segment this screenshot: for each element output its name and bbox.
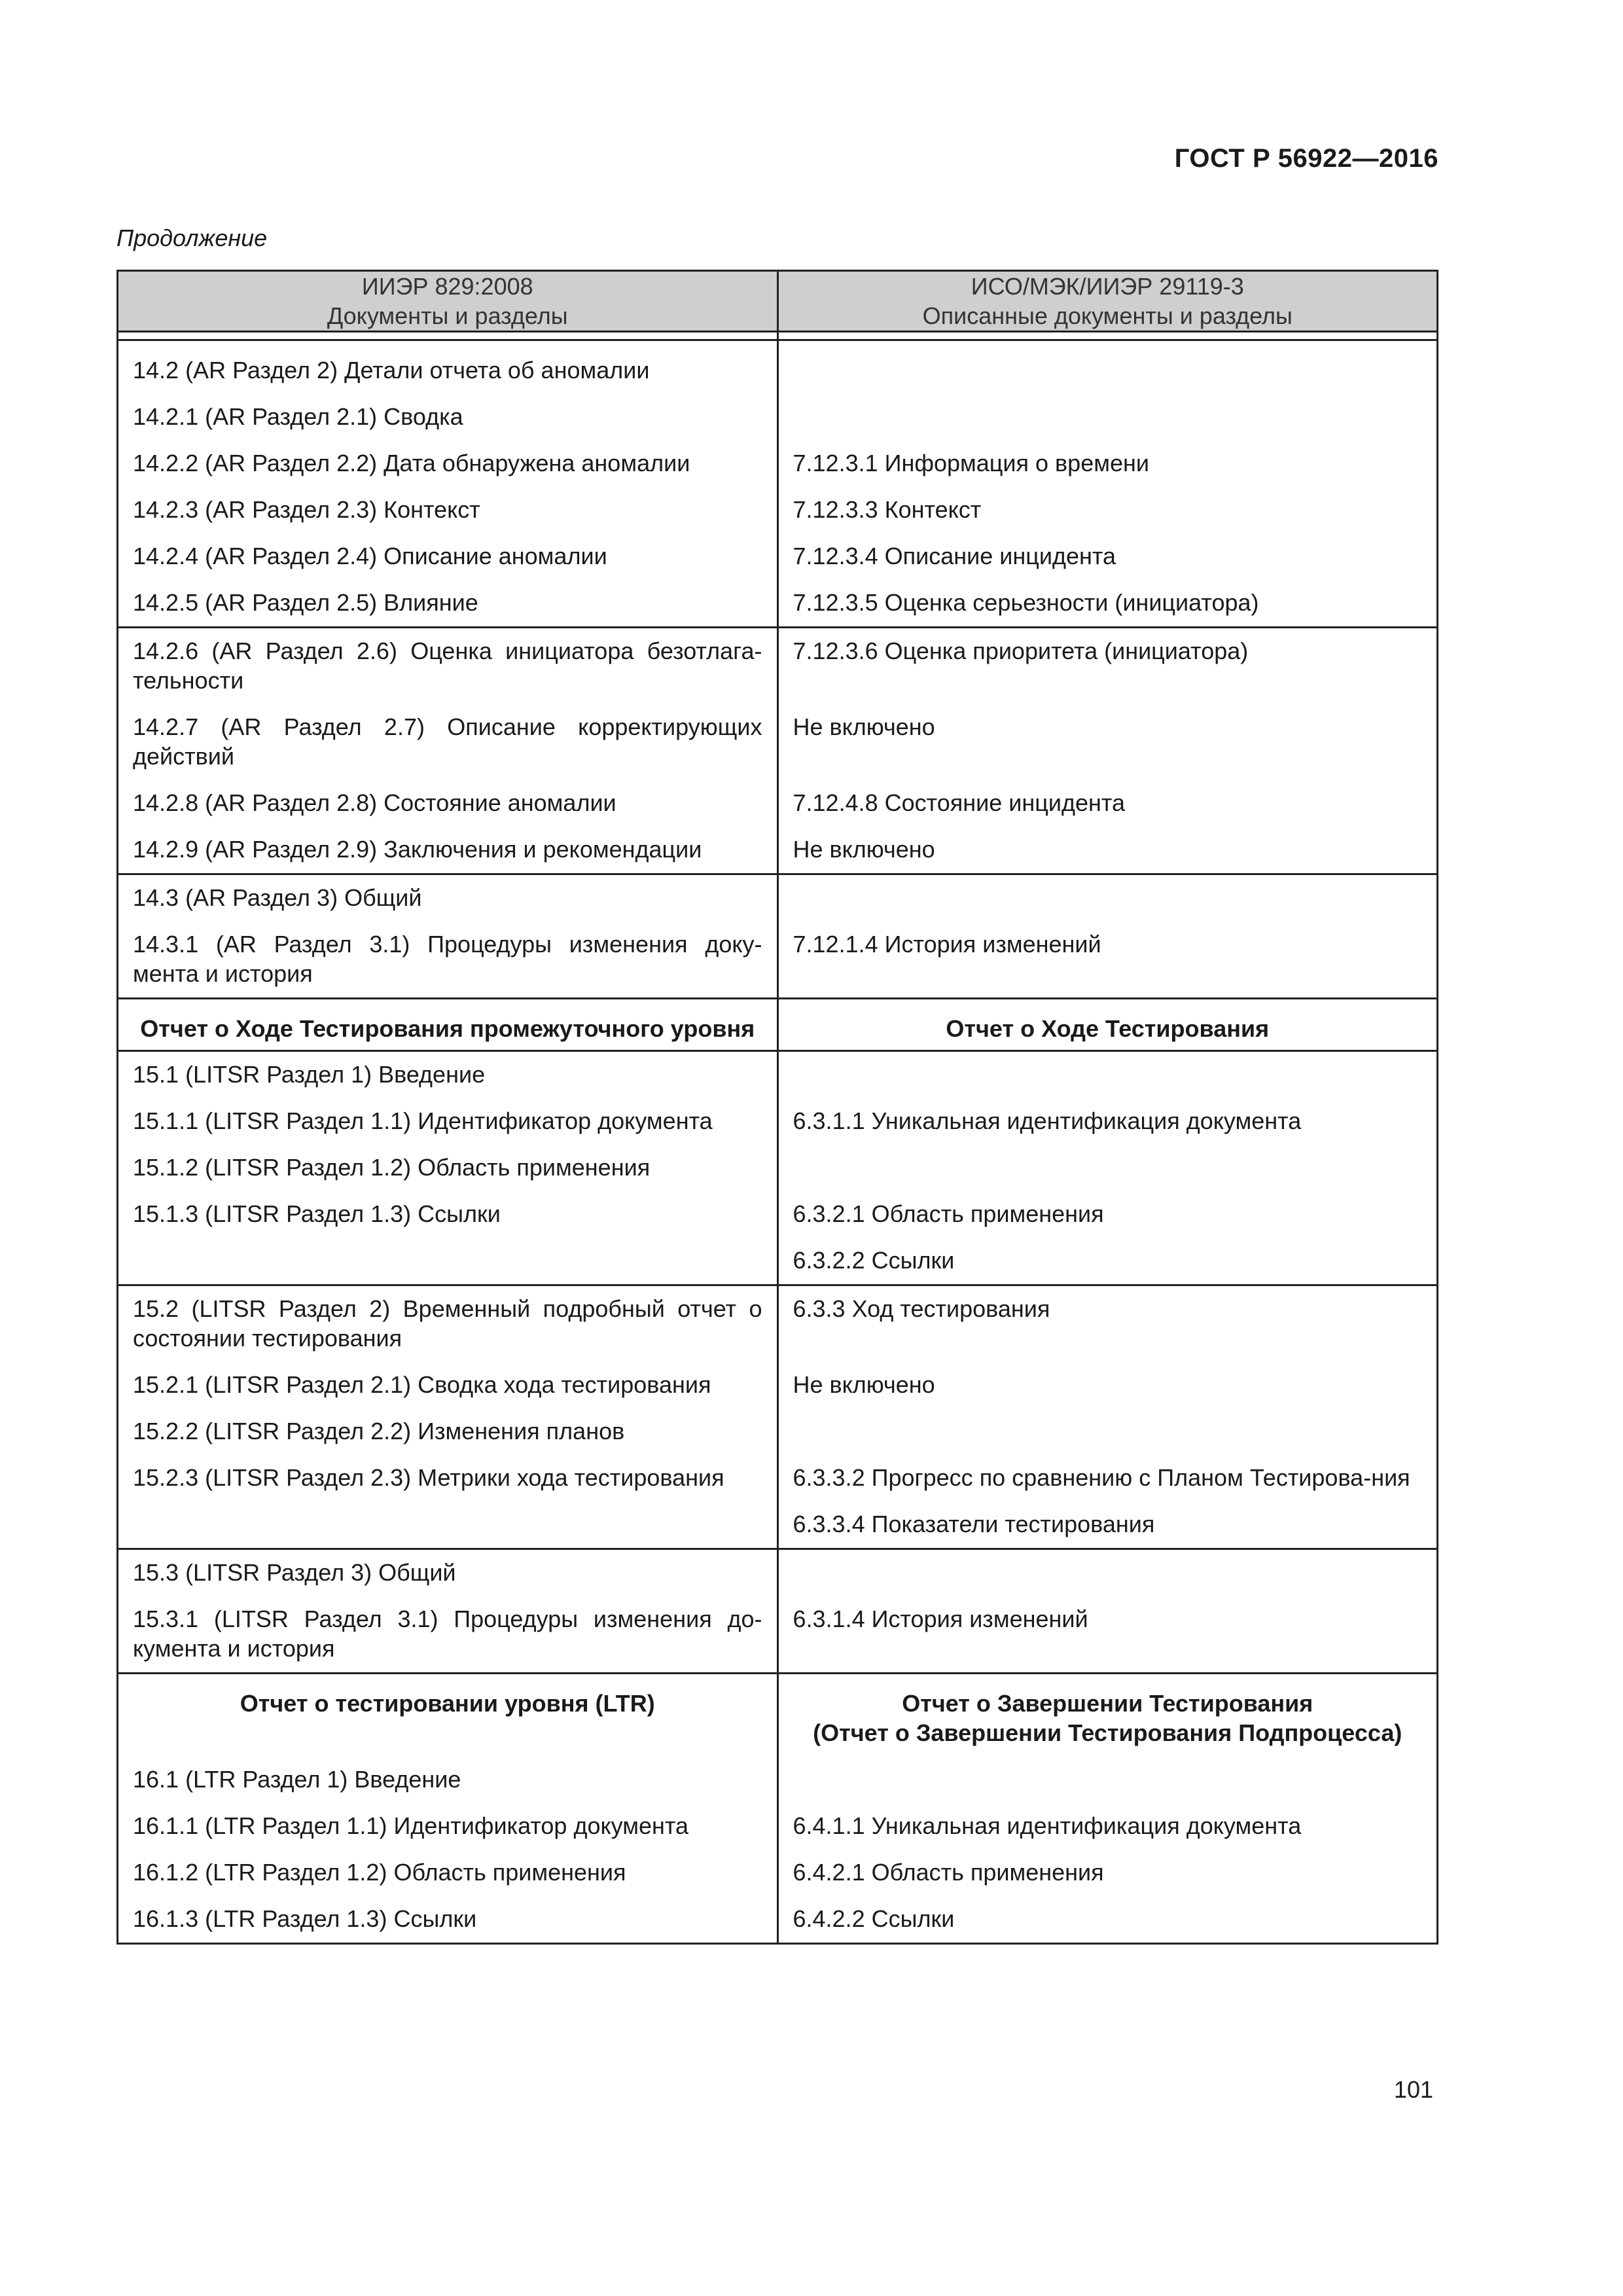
table-row xyxy=(118,580,1438,628)
table-cell-right: 6.4.1.1 Уникальная идентификация документа xyxy=(793,1812,1302,1839)
table-row xyxy=(118,628,1438,705)
table-cell-left: 15.3.1 (LITSR Раздел 3.1) Процедуры изменения до-кумента и история xyxy=(133,1605,762,1662)
table-row xyxy=(118,1191,1438,1238)
table-cell-left: 14.2.9 (AR Раздел 2.9) Заключения и рекомендации xyxy=(133,836,702,863)
table-row xyxy=(118,487,1438,533)
table-cell-left xyxy=(133,1501,762,1548)
section-heading-row xyxy=(118,999,1438,1051)
table-cell-left: 16.1.3 (LTR Раздел 1.3) Ссылки xyxy=(133,1905,477,1932)
section-heading-left: Отчет о тестировании уровня (LTR) xyxy=(240,1690,655,1717)
table-cell-right: 6.4.2.2 Ссылки xyxy=(793,1905,955,1932)
table-cell-right xyxy=(793,1757,1423,1803)
table-row xyxy=(118,1549,1438,1597)
table-cell-left: 15.2.3 (LITSR Раздел 2.3) Метрики хода тестирования xyxy=(133,1464,724,1491)
table-cell-left: 14.2.2 (AR Раздел 2.2) Дата обнаружена аномалии xyxy=(133,450,690,476)
table-cell-left: 15.2.2 (LITSR Раздел 2.2) Изменения планов xyxy=(133,1418,625,1444)
table-cell-right xyxy=(793,1052,1423,1098)
table-row xyxy=(118,1408,1438,1455)
table-row xyxy=(118,780,1438,827)
section-heading-left: Отчет о Ходе Тестирования промежуточного уровня xyxy=(140,1015,755,1042)
table-cell-left: 15.1.3 (LITSR Раздел 1.3) Ссылки xyxy=(133,1200,501,1227)
table-row xyxy=(118,533,1438,580)
table-cell-right: 6.3.3.4 Показатели тестирования xyxy=(793,1511,1155,1537)
section-heading-right-subtitle: (Отчет о Завершении Тестирования Подпроцесса) xyxy=(813,1719,1402,1746)
table-cell-left: 15.1.2 (LITSR Раздел 1.2) Область применения xyxy=(133,1154,651,1181)
table-cell-left: 14.2.6 (AR Раздел 2.6) Оценка инициатора безотлага-тельности xyxy=(133,637,762,694)
table-row xyxy=(118,394,1438,440)
table-cell-left: 14.2.4 (AR Раздел 2.4) Описание аномалии xyxy=(133,543,607,569)
table-cell-left: 15.3 (LITSR Раздел 3) Общий xyxy=(133,1559,456,1586)
table-cell-left xyxy=(133,1238,762,1284)
table-cell-left: 15.2.1 (LITSR Раздел 2.1) Сводка хода тестирования xyxy=(133,1371,711,1398)
table-cell-right: Не включено xyxy=(793,713,935,740)
table-row xyxy=(118,1145,1438,1191)
table-cell-left: 14.2 (AR Раздел 2) Детали отчета об аномалии xyxy=(133,357,650,384)
table-cell-left: 14.3.1 (AR Раздел 3.1) Процедуры изменения доку-мента и история xyxy=(133,931,762,987)
table-row xyxy=(118,704,1438,780)
table-cell-left: 16.1.1 (LTR Раздел 1.1) Идентификатор документа xyxy=(133,1812,688,1839)
table-cell-right xyxy=(793,1408,1423,1455)
table-row xyxy=(118,827,1438,874)
table-cell-left: 14.2.1 (AR Раздел 2.1) Сводка xyxy=(133,403,463,430)
table-cell-left: 15.1.1 (LITSR Раздел 1.1) Идентификатор документа xyxy=(133,1107,713,1134)
table-row xyxy=(118,1596,1438,1674)
table-cell-right: Не включено xyxy=(793,836,935,863)
table-row xyxy=(118,1285,1438,1363)
document-code: ГОСТ Р 56922—2016 xyxy=(1174,144,1438,173)
column-header-line: ИИЭР 829:2008 xyxy=(361,273,533,300)
table-cell-left: 15.1 (LITSR Раздел 1) Введение xyxy=(133,1061,486,1088)
table-cell-right: 7.12.4.8 Состояние инцидента xyxy=(793,789,1125,816)
table-cell-right: 6.3.1.1 Уникальная идентификация документа xyxy=(793,1107,1302,1134)
continuation-label: Продолжение xyxy=(116,224,268,251)
table-header-row xyxy=(118,271,1438,332)
table-cell-right xyxy=(793,341,1423,394)
table-cell-left: 14.2.7 (AR Раздел 2.7) Описание корректирующих действий xyxy=(133,713,762,770)
table-cell-right: Не включено xyxy=(793,1371,935,1398)
section-heading-right: Отчет о Ходе Тестирования xyxy=(946,1015,1270,1042)
column-header-line: ИСО/МЭК/ИИЭР 29119-3 xyxy=(971,273,1244,300)
table-row xyxy=(118,1455,1438,1501)
table-row xyxy=(118,1051,1438,1099)
table-row xyxy=(118,1098,1438,1145)
table-cell-left: 14.2.3 (AR Раздел 2.3) Контекст xyxy=(133,496,480,523)
table-cell-right: 7.12.3.6 Оценка приоритета (инициатора) xyxy=(793,637,1249,664)
table-cell-right: 7.12.3.4 Описание инцидента xyxy=(793,543,1116,569)
table-cell-right: 6.4.2.1 Область применения xyxy=(793,1859,1104,1886)
table-cell-right: 6.3.3.2 Прогресс по сравнению с Планом Тестирова-ния xyxy=(793,1464,1410,1491)
mapping-table xyxy=(116,270,1438,1945)
table-cell-right: 6.3.2.1 Область применения xyxy=(793,1200,1104,1227)
table-row xyxy=(118,1757,1438,1803)
table-cell-right: 7.12.3.1 Информация о времени xyxy=(793,450,1149,476)
table-row xyxy=(118,1850,1438,1896)
table-cell-left: 14.2.5 (AR Раздел 2.5) Влияние xyxy=(133,589,478,616)
table-cell-right xyxy=(793,1550,1423,1596)
table-row xyxy=(118,1238,1438,1285)
table-cell-left: 15.2 (LITSR Раздел 2) Временный подробный отчет о состоянии тестирования xyxy=(133,1295,762,1352)
table-cell-right xyxy=(793,1145,1423,1191)
table-cell-left: 16.1.2 (LTR Раздел 1.2) Область применения xyxy=(133,1859,626,1886)
table-row xyxy=(118,1896,1438,1944)
table-cell-left: 16.1 (LTR Раздел 1) Введение xyxy=(133,1766,461,1793)
column-header-line: Документы и разделы xyxy=(327,302,568,329)
section-heading-right: Отчет о Завершении Тестирования xyxy=(902,1690,1313,1717)
table-cell-left: 14.3 (AR Раздел 3) Общий xyxy=(133,884,422,911)
table-cell-left: 14.2.8 (AR Раздел 2.8) Состояние аномалии xyxy=(133,789,616,816)
page-number: 101 xyxy=(1393,2076,1433,2103)
table-cell-right: 6.3.2.2 Ссылки xyxy=(793,1247,955,1274)
table-row xyxy=(118,440,1438,487)
column-header-line: Описанные документы и разделы xyxy=(922,302,1293,329)
table-cell-right: 7.12.3.5 Оценка серьезности (инициатора) xyxy=(793,589,1259,616)
table-row xyxy=(118,922,1438,999)
table-row xyxy=(118,340,1438,395)
section-heading-row xyxy=(118,1674,1438,1757)
column-header-ieee829 xyxy=(118,271,778,332)
table-row xyxy=(118,1501,1438,1549)
table-cell-right: 6.3.1.4 История изменений xyxy=(793,1605,1088,1632)
table-cell-right: 7.12.3.3 Контекст xyxy=(793,496,982,523)
column-header-iso29119 xyxy=(777,271,1438,332)
table-row xyxy=(118,1803,1438,1850)
table-cell-right xyxy=(793,875,1423,922)
table-cell-right: 6.3.3 Ход тестирования xyxy=(793,1295,1050,1322)
table-cell-right xyxy=(793,394,1423,440)
table-cell-right: 7.12.1.4 История изменений xyxy=(793,931,1101,958)
table-row xyxy=(118,874,1438,922)
table-row xyxy=(118,1362,1438,1408)
